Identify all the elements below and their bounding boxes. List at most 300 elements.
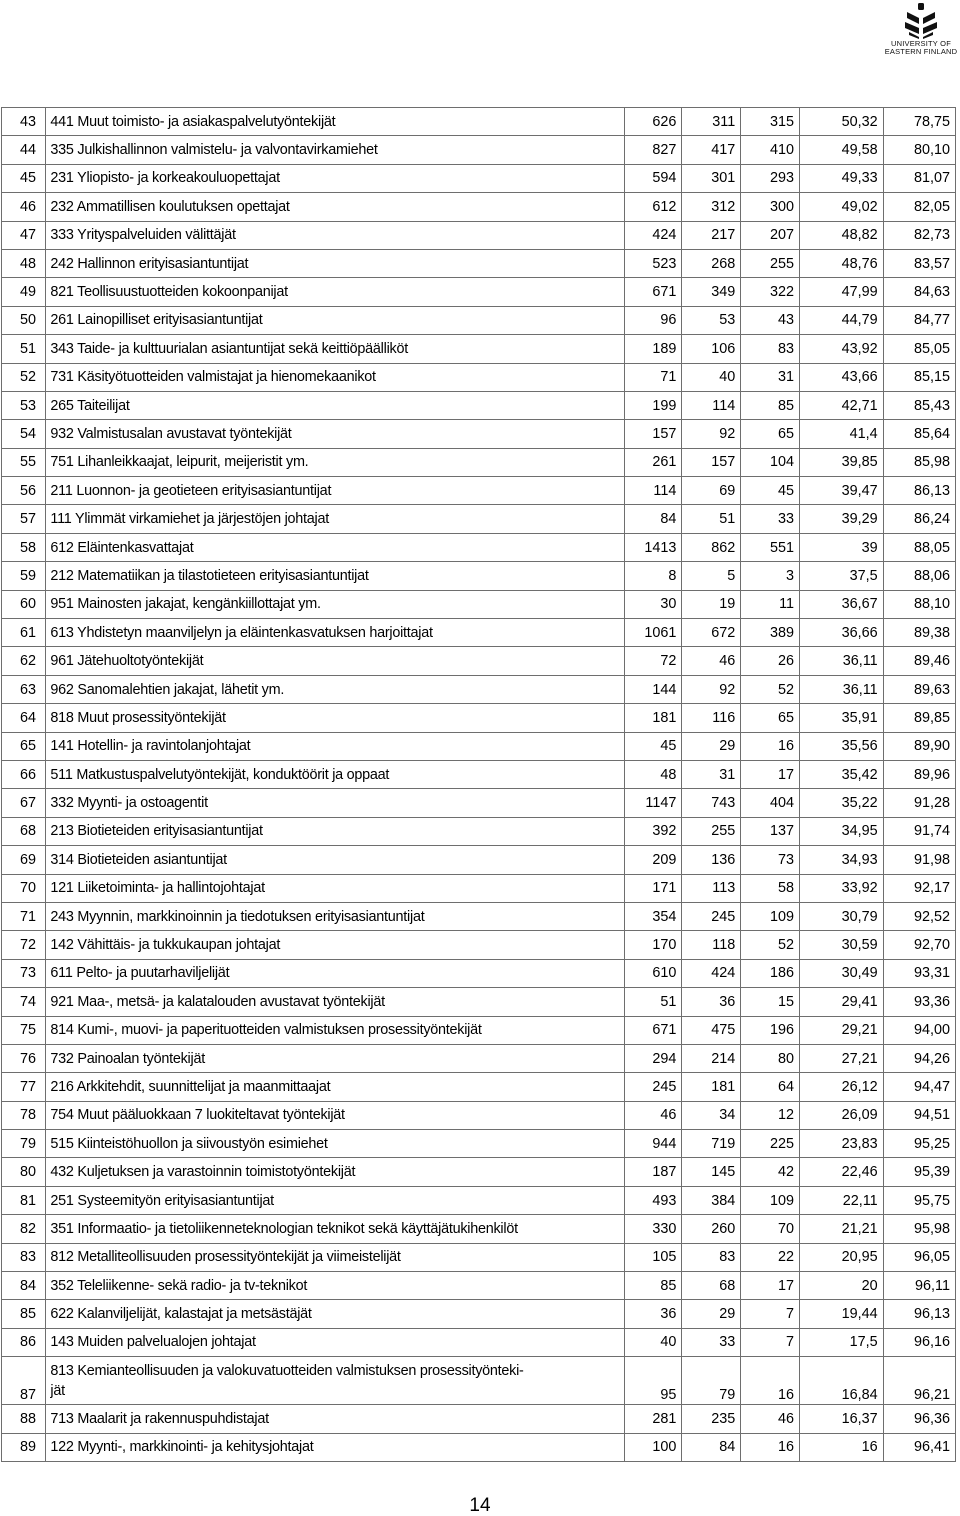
occupation-table: [1, 107, 956, 1462]
value-cell-c3: 65: [741, 420, 800, 448]
rank-cell: 76: [2, 1044, 46, 1072]
value-cell-c4: 35,91: [800, 704, 884, 732]
table-row: [2, 590, 956, 618]
value-cell-c5: 91,98: [883, 846, 955, 874]
occupation-cell: 921 Maa-, metsä- ja kalatalouden avustavat työntekijät: [46, 988, 624, 1016]
value-cell-c5: 95,98: [883, 1215, 955, 1243]
book-tree-logo-icon: [901, 2, 941, 40]
occupation-cell: 511 Matkustuspalvelutyöntekijät, konduktöörit ja oppaat: [46, 760, 624, 788]
value-cell-c1: 84: [624, 505, 682, 533]
table-row: [2, 108, 956, 136]
value-cell-c3: 22: [741, 1243, 800, 1271]
value-cell-c1: 114: [624, 477, 682, 505]
value-cell-c5: 88,10: [883, 590, 955, 618]
table-row: [2, 1433, 956, 1461]
value-cell-c3: 300: [741, 193, 800, 221]
value-cell-c5: 92,70: [883, 931, 955, 959]
value-cell-c3: 389: [741, 619, 800, 647]
value-cell-c3: 43: [741, 306, 800, 334]
value-cell-c1: 827: [624, 136, 682, 164]
value-cell-c5: 78,75: [883, 108, 955, 136]
table-row: [2, 704, 956, 732]
value-cell-c3: 52: [741, 931, 800, 959]
value-cell-c1: 626: [624, 108, 682, 136]
table-row: [2, 959, 956, 987]
value-cell-c5: 83,57: [883, 249, 955, 277]
value-cell-c3: 16: [741, 1433, 800, 1461]
value-cell-c2: 106: [682, 335, 741, 363]
rank-cell: 56: [2, 477, 46, 505]
value-cell-c4: 35,22: [800, 789, 884, 817]
value-cell-c2: 181: [682, 1073, 741, 1101]
value-cell-c5: 92,52: [883, 902, 955, 930]
value-cell-c4: 39,47: [800, 477, 884, 505]
rank-cell: 62: [2, 647, 46, 675]
value-cell-c3: 80: [741, 1044, 800, 1072]
value-cell-c5: 85,98: [883, 448, 955, 476]
value-cell-c3: 17: [741, 760, 800, 788]
value-cell-c1: 944: [624, 1130, 682, 1158]
rank-cell: 79: [2, 1130, 46, 1158]
value-cell-c4: 36,66: [800, 619, 884, 647]
value-cell-c2: 33: [682, 1328, 741, 1356]
value-cell-c4: 22,46: [800, 1158, 884, 1186]
value-cell-c4: 16,37: [800, 1405, 884, 1433]
value-cell-c4: 41,4: [800, 420, 884, 448]
value-cell-c2: 118: [682, 931, 741, 959]
table-row: [2, 1016, 956, 1044]
value-cell-c2: 311: [682, 108, 741, 136]
rank-cell: 61: [2, 619, 46, 647]
rank-cell: 60: [2, 590, 46, 618]
value-cell-c4: 35,42: [800, 760, 884, 788]
rank-cell: 67: [2, 789, 46, 817]
table-row: [2, 136, 956, 164]
occupation-cell: 232 Ammatillisen koulutuksen opettajat: [46, 193, 624, 221]
table-row: [2, 789, 956, 817]
rank-cell: 46: [2, 193, 46, 221]
rank-cell: 75: [2, 1016, 46, 1044]
occupation-cell: 754 Muut pääluokkaan 7 luokiteltavat työntekijät: [46, 1101, 624, 1129]
table-row: [2, 1243, 956, 1271]
value-cell-c1: 105: [624, 1243, 682, 1271]
rank-cell: 87: [2, 1357, 46, 1405]
rank-cell: 54: [2, 420, 46, 448]
value-cell-c5: 95,75: [883, 1186, 955, 1214]
value-cell-c5: 89,63: [883, 675, 955, 703]
rank-cell: 65: [2, 732, 46, 760]
rank-cell: 55: [2, 448, 46, 476]
occupation-cell: 122 Myynti-, markkinointi- ja kehitysjohtajat: [46, 1433, 624, 1461]
value-cell-c2: 29: [682, 732, 741, 760]
rank-cell: 47: [2, 221, 46, 249]
value-cell-c4: 43,66: [800, 363, 884, 391]
university-logo: [882, 2, 960, 64]
value-cell-c1: 294: [624, 1044, 682, 1072]
value-cell-c1: 51: [624, 988, 682, 1016]
value-cell-c1: 72: [624, 647, 682, 675]
value-cell-c2: 31: [682, 760, 741, 788]
table-row: [2, 1272, 956, 1300]
value-cell-c1: 96: [624, 306, 682, 334]
rank-cell: 45: [2, 164, 46, 192]
table-row: [2, 1073, 956, 1101]
value-cell-c1: 1147: [624, 789, 682, 817]
value-cell-c4: 35,56: [800, 732, 884, 760]
rank-cell: 89: [2, 1433, 46, 1461]
rank-cell: 74: [2, 988, 46, 1016]
rank-cell: 77: [2, 1073, 46, 1101]
value-cell-c3: 11: [741, 590, 800, 618]
value-cell-c2: 69: [682, 477, 741, 505]
value-cell-c1: 187: [624, 1158, 682, 1186]
value-cell-c5: 86,24: [883, 505, 955, 533]
occupation-cell: 612 Eläintenkasvattajat: [46, 533, 624, 561]
value-cell-c4: 36,67: [800, 590, 884, 618]
value-cell-c1: 181: [624, 704, 682, 732]
value-cell-c5: 82,73: [883, 221, 955, 249]
occupation-cell: 314 Biotieteiden asiantuntijat: [46, 846, 624, 874]
occupation-cell: 332 Myynti- ja ostoagentit: [46, 789, 624, 817]
table-row: [2, 874, 956, 902]
value-cell-c5: 94,47: [883, 1073, 955, 1101]
occupation-cell: 351 Informaatio- ja tietoliikenneteknologian teknikot sekä käyttäjätukihenkilöt: [46, 1215, 624, 1243]
table-row: [2, 1044, 956, 1072]
value-cell-c2: 384: [682, 1186, 741, 1214]
value-cell-c5: 94,26: [883, 1044, 955, 1072]
value-cell-c2: 145: [682, 1158, 741, 1186]
value-cell-c2: 417: [682, 136, 741, 164]
value-cell-c2: 301: [682, 164, 741, 192]
value-cell-c2: 114: [682, 391, 741, 419]
value-cell-c5: 96,11: [883, 1272, 955, 1300]
logo-text-line1: UNIVERSITY OF: [891, 39, 951, 48]
rank-cell: 66: [2, 760, 46, 788]
value-cell-c4: 37,5: [800, 562, 884, 590]
rank-cell: 73: [2, 959, 46, 987]
value-cell-c1: 424: [624, 221, 682, 249]
occupation-cell: 333 Yrityspalveluiden välittäjät: [46, 221, 624, 249]
value-cell-c3: 410: [741, 136, 800, 164]
value-cell-c3: 3: [741, 562, 800, 590]
occupation-cell: 962 Sanomalehtien jakajat, lähetit ym.: [46, 675, 624, 703]
value-cell-c1: 245: [624, 1073, 682, 1101]
table-row: [2, 1215, 956, 1243]
table-row: [2, 732, 956, 760]
value-cell-c1: 157: [624, 420, 682, 448]
occupation-cell: 265 Taiteilijat: [46, 391, 624, 419]
value-cell-c4: 48,82: [800, 221, 884, 249]
value-cell-c2: 136: [682, 846, 741, 874]
table-row: [2, 675, 956, 703]
rank-cell: 81: [2, 1186, 46, 1214]
occupation-cell: 211 Luonnon- ja geotieteen erityisasiantuntijat: [46, 477, 624, 505]
value-cell-c3: 7: [741, 1328, 800, 1356]
value-cell-c5: 94,51: [883, 1101, 955, 1129]
occupation-cell: 243 Myynnin, markkinoinnin ja tiedotuksen erityisasiantuntijat: [46, 902, 624, 930]
occupation-cell: 731 Käsityötuotteiden valmistajat ja hienomekaanikot: [46, 363, 624, 391]
table-row: [2, 477, 956, 505]
value-cell-c1: 95: [624, 1357, 682, 1405]
rank-cell: 49: [2, 278, 46, 306]
occupation-cell: 812 Metalliteollisuuden prosessityöntekijät ja viimeistelijät: [46, 1243, 624, 1271]
value-cell-c4: 39,29: [800, 505, 884, 533]
value-cell-c3: 83: [741, 335, 800, 363]
value-cell-c4: 39: [800, 533, 884, 561]
value-cell-c4: 49,02: [800, 193, 884, 221]
table-row: [2, 931, 956, 959]
value-cell-c2: 424: [682, 959, 741, 987]
table-row: [2, 1300, 956, 1328]
value-cell-c5: 89,85: [883, 704, 955, 732]
occupation-cell: 751 Lihanleikkaajat, leipurit, meijeristit ym.: [46, 448, 624, 476]
table-row: [2, 533, 956, 561]
rank-cell: 78: [2, 1101, 46, 1129]
value-cell-c4: 48,76: [800, 249, 884, 277]
value-cell-c1: 209: [624, 846, 682, 874]
table-row: [2, 505, 956, 533]
value-cell-c2: 116: [682, 704, 741, 732]
table-row: [2, 249, 956, 277]
value-cell-c1: 354: [624, 902, 682, 930]
value-cell-c4: 50,32: [800, 108, 884, 136]
value-cell-c2: 475: [682, 1016, 741, 1044]
occupation-cell: 242 Hallinnon erityisasiantuntijat: [46, 249, 624, 277]
table-row: [2, 562, 956, 590]
value-cell-c2: 349: [682, 278, 741, 306]
occupation-cell: 212 Matematiikan ja tilastotieteen erityisasiantuntijat: [46, 562, 624, 590]
value-cell-c5: 85,05: [883, 335, 955, 363]
rank-cell: 50: [2, 306, 46, 334]
rank-cell: 63: [2, 675, 46, 703]
table-row: [2, 647, 956, 675]
rank-cell: 72: [2, 931, 46, 959]
value-cell-c2: 862: [682, 533, 741, 561]
occupation-cell: 121 Liiketoiminta- ja hallintojohtajat: [46, 874, 624, 902]
value-cell-c3: 26: [741, 647, 800, 675]
occupation-cell: 111 Ylimmät virkamiehet ja järjestöjen johtajat: [46, 505, 624, 533]
rank-cell: 58: [2, 533, 46, 561]
value-cell-c4: 16: [800, 1433, 884, 1461]
table-row: [2, 278, 956, 306]
occupation-cell: 613 Yhdistetyn maanviljelyn ja eläintenkasvatuksen harjoittajat: [46, 619, 624, 647]
value-cell-c4: 26,09: [800, 1101, 884, 1129]
value-cell-c3: 225: [741, 1130, 800, 1158]
value-cell-c4: 34,95: [800, 817, 884, 845]
value-cell-c5: 94,00: [883, 1016, 955, 1044]
value-cell-c4: 30,79: [800, 902, 884, 930]
value-cell-c1: 392: [624, 817, 682, 845]
value-cell-c3: 42: [741, 1158, 800, 1186]
value-cell-c3: 17: [741, 1272, 800, 1300]
rank-cell: 71: [2, 902, 46, 930]
rank-cell: 70: [2, 874, 46, 902]
value-cell-c4: 33,92: [800, 874, 884, 902]
occupation-cell: 951 Mainosten jakajat, kengänkiillottajat ym.: [46, 590, 624, 618]
value-cell-c1: 671: [624, 1016, 682, 1044]
table-row: [2, 1186, 956, 1214]
value-cell-c1: 144: [624, 675, 682, 703]
value-cell-c4: 29,41: [800, 988, 884, 1016]
rank-cell: 88: [2, 1405, 46, 1433]
value-cell-c1: 671: [624, 278, 682, 306]
table-row: [2, 760, 956, 788]
value-cell-c1: 40: [624, 1328, 682, 1356]
value-cell-c2: 40: [682, 363, 741, 391]
value-cell-c2: 260: [682, 1215, 741, 1243]
table-row: [2, 193, 956, 221]
occupation-cell: 961 Jätehuoltotyöntekijät: [46, 647, 624, 675]
value-cell-c4: 20: [800, 1272, 884, 1300]
value-cell-c3: 65: [741, 704, 800, 732]
value-cell-c2: 113: [682, 874, 741, 902]
value-cell-c2: 68: [682, 1272, 741, 1300]
value-cell-c1: 171: [624, 874, 682, 902]
value-cell-c5: 84,63: [883, 278, 955, 306]
value-cell-c5: 82,05: [883, 193, 955, 221]
table-row: [2, 1130, 956, 1158]
value-cell-c1: 46: [624, 1101, 682, 1129]
value-cell-c4: 44,79: [800, 306, 884, 334]
rank-cell: 59: [2, 562, 46, 590]
value-cell-c4: 42,71: [800, 391, 884, 419]
value-cell-c3: 322: [741, 278, 800, 306]
table-row: [2, 988, 956, 1016]
rank-cell: 44: [2, 136, 46, 164]
value-cell-c4: 26,12: [800, 1073, 884, 1101]
value-cell-c2: 312: [682, 193, 741, 221]
occupation-cell: 732 Painoalan työntekijät: [46, 1044, 624, 1072]
value-cell-c3: 52: [741, 675, 800, 703]
value-cell-c5: 84,77: [883, 306, 955, 334]
occupation-cell: 352 Teleliikenne- sekä radio- ja tv-teknikot: [46, 1272, 624, 1300]
rank-cell: 53: [2, 391, 46, 419]
value-cell-c1: 36: [624, 1300, 682, 1328]
occupation-cell: 515 Kiinteistöhuollon ja siivoustyön esimiehet: [46, 1130, 624, 1158]
occupation-cell: 814 Kumi-, muovi- ja paperituotteiden valmistuksen prosessityöntekijät: [46, 1016, 624, 1044]
value-cell-c5: 88,05: [883, 533, 955, 561]
value-cell-c2: 268: [682, 249, 741, 277]
value-cell-c3: 15: [741, 988, 800, 1016]
value-cell-c1: 261: [624, 448, 682, 476]
value-cell-c5: 91,74: [883, 817, 955, 845]
value-cell-c5: 85,43: [883, 391, 955, 419]
value-cell-c5: 81,07: [883, 164, 955, 192]
value-cell-c5: 96,16: [883, 1328, 955, 1356]
value-cell-c1: 1413: [624, 533, 682, 561]
value-cell-c2: 92: [682, 675, 741, 703]
value-cell-c3: 186: [741, 959, 800, 987]
table-row: [2, 391, 956, 419]
value-cell-c4: 43,92: [800, 335, 884, 363]
value-cell-c3: 293: [741, 164, 800, 192]
occupation-cell: 432 Kuljetuksen ja varastoinnin toimistotyöntekijät: [46, 1158, 624, 1186]
occupation-cell: 713 Maalarit ja rakennuspuhdistajat: [46, 1405, 624, 1433]
value-cell-c5: 96,36: [883, 1405, 955, 1433]
value-cell-c4: 34,93: [800, 846, 884, 874]
table-row: [2, 1158, 956, 1186]
value-cell-c5: 96,05: [883, 1243, 955, 1271]
value-cell-c5: 89,38: [883, 619, 955, 647]
value-cell-c1: 30: [624, 590, 682, 618]
rank-cell: 57: [2, 505, 46, 533]
value-cell-c2: 19: [682, 590, 741, 618]
value-cell-c1: 330: [624, 1215, 682, 1243]
value-cell-c5: 93,36: [883, 988, 955, 1016]
value-cell-c1: 612: [624, 193, 682, 221]
table-row: [2, 817, 956, 845]
value-cell-c1: 85: [624, 1272, 682, 1300]
value-cell-c1: 100: [624, 1433, 682, 1461]
occupation-cell: 261 Lainopilliset erityisasiantuntijat: [46, 306, 624, 334]
rank-cell: 51: [2, 335, 46, 363]
value-cell-c1: 170: [624, 931, 682, 959]
occupation-cell: 611 Pelto- ja puutarhaviljelijät: [46, 959, 624, 987]
occupation-line: 813 Kemianteollisuuden ja valokuvatuotteiden valmistuksen prosessityönteki-: [50, 1362, 524, 1379]
value-cell-c5: 95,39: [883, 1158, 955, 1186]
table-row: [2, 619, 956, 647]
occupation-cell: 818 Muut prosessityöntekijät: [46, 704, 624, 732]
occupation-cell: 335 Julkishallinnon valmistelu- ja valvontavirkamiehet: [46, 136, 624, 164]
value-cell-c3: 16: [741, 732, 800, 760]
value-cell-c5: 89,90: [883, 732, 955, 760]
rank-cell: 43: [2, 108, 46, 136]
table-row: [2, 335, 956, 363]
value-cell-c4: 27,21: [800, 1044, 884, 1072]
value-cell-c5: 86,13: [883, 477, 955, 505]
value-cell-c2: 29: [682, 1300, 741, 1328]
occupation-cell: 142 Vähittäis- ja tukkukaupan johtajat: [46, 931, 624, 959]
occupation-cell: 143 Muiden palvelualojen johtajat: [46, 1328, 624, 1356]
value-cell-c4: 19,44: [800, 1300, 884, 1328]
value-cell-c1: 281: [624, 1405, 682, 1433]
value-cell-c5: 88,06: [883, 562, 955, 590]
occupation-cell: [46, 1357, 624, 1405]
value-cell-c2: 672: [682, 619, 741, 647]
value-cell-c5: 80,10: [883, 136, 955, 164]
value-cell-c3: 31: [741, 363, 800, 391]
value-cell-c1: 594: [624, 164, 682, 192]
occupation-cell: 213 Biotieteiden erityisasiantuntijat: [46, 817, 624, 845]
value-cell-c2: 255: [682, 817, 741, 845]
table-body: [2, 108, 956, 1462]
value-cell-c5: 95,25: [883, 1130, 955, 1158]
value-cell-c2: 214: [682, 1044, 741, 1072]
value-cell-c1: 48: [624, 760, 682, 788]
value-cell-c4: 36,11: [800, 675, 884, 703]
table-row: [2, 1357, 956, 1405]
rank-cell: 52: [2, 363, 46, 391]
value-cell-c2: 36: [682, 988, 741, 1016]
value-cell-c3: 64: [741, 1073, 800, 1101]
value-cell-c4: 23,83: [800, 1130, 884, 1158]
value-cell-c5: 85,64: [883, 420, 955, 448]
rank-cell: 64: [2, 704, 46, 732]
rank-cell: 80: [2, 1158, 46, 1186]
value-cell-c3: 207: [741, 221, 800, 249]
occupation-cell: 821 Teollisuustuotteiden kokoonpanijat: [46, 278, 624, 306]
value-cell-c2: 53: [682, 306, 741, 334]
value-cell-c1: 493: [624, 1186, 682, 1214]
value-cell-c4: 16,84: [800, 1357, 884, 1405]
value-cell-c3: 73: [741, 846, 800, 874]
value-cell-c2: 235: [682, 1405, 741, 1433]
value-cell-c4: 21,21: [800, 1215, 884, 1243]
value-cell-c4: 22,11: [800, 1186, 884, 1214]
table-row: [2, 1405, 956, 1433]
value-cell-c3: 404: [741, 789, 800, 817]
value-cell-c1: 45: [624, 732, 682, 760]
